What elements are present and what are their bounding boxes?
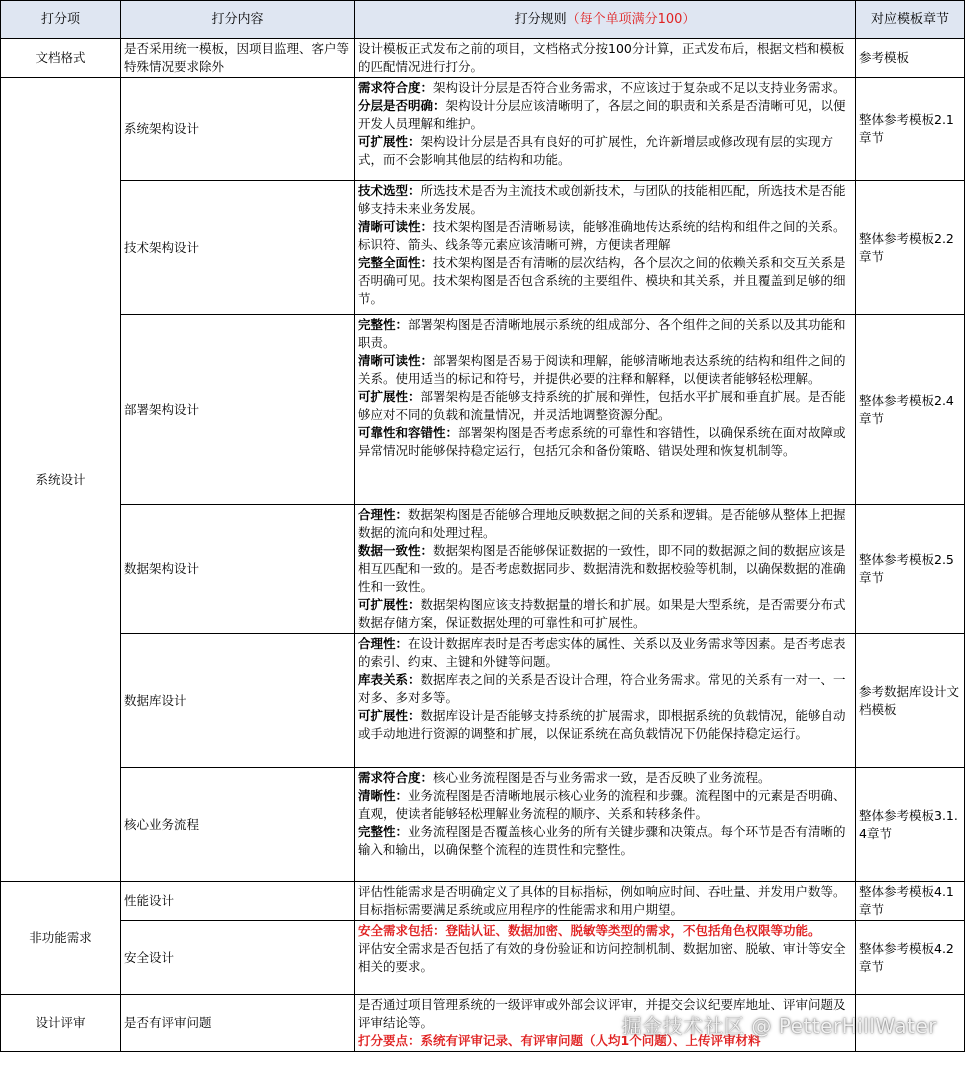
rule-line: 可扩展性：架构设计分层是否具有良好的可扩展性，允许新增层或修改现有层的实现方式，而不会影响其他层的结构和功能。	[358, 134, 834, 167]
rules-data	[355, 505, 856, 634]
rule-line: 可扩展性：数据库设计是否能够支持系统的扩展需求，即根据系统的负载情况，能够自动或手动地进行资源的调整和扩展，以保证系统在高负载情况下仍能保持稳定运行。	[358, 708, 846, 741]
chapter-db: 参考数据库设计文档模板	[856, 634, 965, 768]
header-chapter: 对应模板章节	[856, 1, 965, 39]
content-perf: 性能设计	[121, 882, 355, 921]
row-doc-format	[1, 39, 965, 78]
content-deploy: 部署架构设计	[121, 315, 355, 505]
content-db: 数据库设计	[121, 634, 355, 768]
header-rules-note: （每个单项满分100）	[566, 11, 696, 27]
rule-line: 清晰可读性：部署架构图是否易于阅读和理解，能够清晰地表达系统的结构和组件之间的关系。使用适当的标记和符号，并提供必要的注释和解释，以便读者能够轻松理解。	[358, 353, 846, 386]
rule-perf: 评估性能需求是否明确定义了具体的目标指标，例如响应时间、吞吐量、并发用户数等。目标指标需要满足系统或应用程序的性能需求和用户期望。	[355, 882, 856, 921]
rule-line: 库表关系：数据库表之间的关系是否设计合理，符合业务需求。常见的关系有一对一、一对多、多对多等。	[358, 672, 846, 705]
rules-arch	[355, 78, 856, 181]
rule-line: 数据一致性：数据架构图是否能够保证数据的一致性，即不同的数据源之间的数据应该是相互匹配和一致的。是否考虑数据同步、数据清洗和数据校验等机制，以确保数据的准确性和一致性。	[358, 543, 846, 594]
rule-line: 清晰性：业务流程图是否清晰地展示核心业务的流程和步骤。流程图中的元素是否明确、直观，使读者能够轻松理解业务流程的顺序、关系和转移条件。	[358, 788, 846, 821]
watermark: 掘金技术社区 @ PetterHillWater	[621, 1014, 937, 1038]
rule-sec-highlight: 安全需求包括：登陆认证、数据加密、脱敏等类型的需求，不包括角色权限等功能。	[358, 923, 821, 938]
rule-line: 清晰可读性：技术架构图是否清晰易读，能够准确地传达系统的结构和组件之间的关系。标识符、箭头、线条等元素应该清晰可辨，方便读者理解	[358, 219, 846, 252]
chapter-perf: 整体参考模板4.1章节	[856, 882, 965, 921]
rule-line: 分层是否明确：架构设计分层应该清晰明了，各层之间的职责和关系是否清晰可见，以便开发人员理解和维护。	[358, 98, 846, 131]
rule-line: 可扩展性：部署架构是否能够支持系统的扩展和弹性，包括水平扩展和垂直扩展。是否能够应对不同的负载和流量情况，并灵活地调整资源分配。	[358, 389, 846, 422]
rule-sec-text: 评估安全需求是否包括了有效的身份验证和访问控制机制、数据加密、脱敏、审计等安全相关的要求。	[358, 941, 846, 974]
rules-deploy	[355, 315, 856, 505]
rule-line: 需求符合度：核心业务流程图是否与业务需求一致，是否反映了业务流程。	[358, 770, 771, 785]
content-tech: 技术架构设计	[121, 181, 355, 315]
content-data: 数据架构设计	[121, 505, 355, 634]
content-arch: 系统架构设计	[121, 78, 355, 181]
rules-sec	[355, 921, 856, 995]
rules-tech	[355, 181, 856, 315]
chapter-deploy: 整体参考模板2.4章节	[856, 315, 965, 505]
row-perf	[1, 882, 965, 921]
rule-line: 完整性：部署架构图是否清晰地展示系统的组成部分、各个组件之间的关系以及其功能和职责。	[358, 317, 846, 350]
header-content: 打分内容	[121, 1, 355, 39]
row-data	[1, 505, 965, 634]
rule-line: 可扩展性：数据架构图应该支持数据量的增长和扩展。如果是大型系统，是否需要分布式数据存储方案，保证数据处理的可靠性和可扩展性。	[358, 597, 846, 630]
content-review: 是否有评审问题	[121, 995, 355, 1052]
row-tech	[1, 181, 965, 315]
row-sec	[1, 921, 965, 995]
rule-doc-format: 设计模板正式发布之前的项目，文档格式分按100分计算，正式发布后，根据文档和模板的匹配情况进行打分。	[355, 39, 856, 78]
row-deploy	[1, 315, 965, 505]
header-row	[1, 1, 965, 39]
rule-line: 技术选型：所选技术是否为主流技术或创新技术，与团队的技能相匹配，所选技术是否能够支持未来业务发展。	[358, 183, 846, 216]
header-rules-main: 打分规则	[514, 11, 567, 27]
chapter-data: 整体参考模板2.5章节	[856, 505, 965, 634]
rule-line: 合理性：数据架构图是否能够合理地反映数据之间的关系和逻辑。是否能够从整体上把握数据的流向和处理过程。	[358, 507, 846, 540]
rules-db	[355, 634, 856, 768]
item-nonfunc: 非功能需求	[1, 882, 121, 995]
content-doc-format: 是否采用统一模板，因项目监理、客户等特殊情况要求除外	[121, 39, 355, 78]
item-system-design: 系统设计	[1, 78, 121, 882]
row-db	[1, 634, 965, 768]
item-review: 设计评审	[1, 995, 121, 1052]
rule-line: 合理性：在设计数据库表时是否考虑实体的属性、关系以及业务需求等因素。是否考虑表的索引、约束、主键和外键等问题。	[358, 636, 846, 669]
chapter-doc-format: 参考模板	[856, 39, 965, 78]
chapter-sec: 整体参考模板4.2章节	[856, 921, 965, 995]
row-arch	[1, 78, 965, 181]
rule-line: 完整性：业务流程图是否覆盖核心业务的所有关键步骤和决策点。每个环节是否有清晰的输入和输出，以确保整个流程的连贯性和完整性。	[358, 824, 846, 857]
item-doc-format: 文档格式	[1, 39, 121, 78]
content-sec: 安全设计	[121, 921, 355, 995]
header-item: 打分项	[1, 1, 121, 39]
rule-review-highlight: 打分要点：系统有评审记录、有评审问题（人均1个问题）、上传评审材料	[358, 1033, 761, 1048]
chapter-tech: 整体参考模板2.2章节	[856, 181, 965, 315]
rule-line: 需求符合度：架构设计分层是否符合业务需求，不应该过于复杂或不足以支持业务需求。	[358, 80, 846, 95]
content-flow: 核心业务流程	[121, 768, 355, 882]
rule-review-text: 是否通过项目管理系统的一级评审或外部会议评审，并提交会议纪要库地址、评审问题及评审结论等。	[358, 997, 846, 1030]
chapter-arch: 整体参考模板2.1章节	[856, 78, 965, 181]
rule-line: 完整全面性：技术架构图是否有清晰的层次结构，各个层次之间的依赖关系和交互关系是否明确可见。技术架构图是否包含系统的主要组件、模块和其关系，并且覆盖到足够的细节。	[358, 255, 846, 306]
rule-line: 可靠性和容错性：部署架构图是否考虑系统的可靠性和容错性，以确保系统在面对故障或异常情况时能够保持稳定运行，包括冗余和备份策略、错误处理和恢复机制等。	[358, 425, 846, 458]
chapter-flow: 整体参考模板3.1.4章节	[856, 768, 965, 882]
header-rules	[355, 1, 856, 39]
row-flow	[1, 768, 965, 882]
rules-flow	[355, 768, 856, 882]
